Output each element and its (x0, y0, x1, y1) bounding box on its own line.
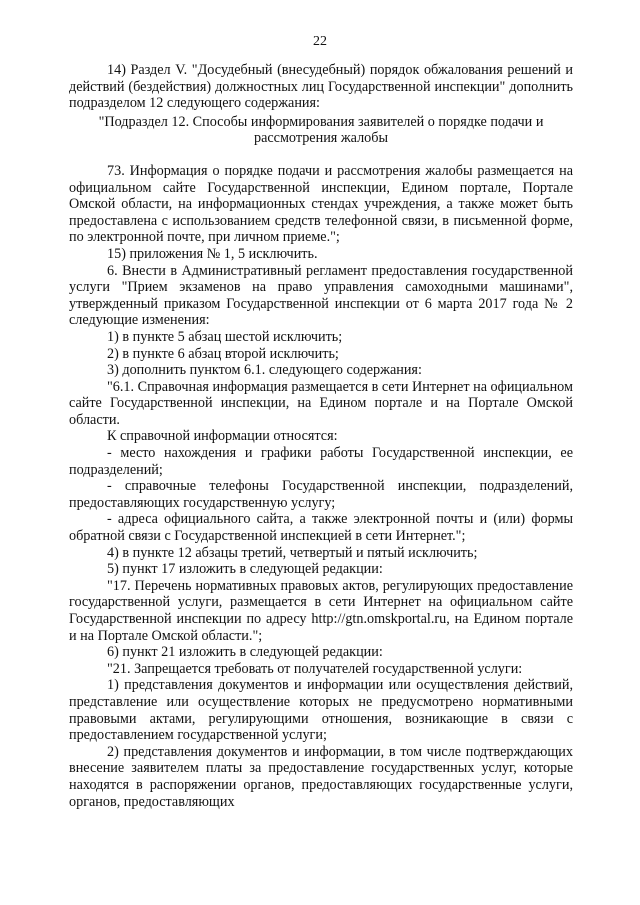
page-number: 22 (313, 34, 327, 49)
document-body (69, 62, 573, 810)
subsection-12-heading: "Подраздел 12. Способы информирования заявителей о порядке подачи и рассмотрения жалобы (98, 113, 544, 147)
clause-21-item-1: 1) представления документов и информации или осуществления действий, представление или осуществление которых не предусмотрено нормативными правовыми актами, регулирующими отношения, возникающие в связи с предоставлением государственной услуги; (69, 677, 573, 744)
clause-21-item-2: 2) представления документов и информации, в том числе подтверждающих внесение заявителем платы за предоставление государственных услуг, которые находятся в распоряжении органов, предоставляющих государственные услуги, органов, предоставляющих (69, 743, 573, 810)
reference-info-item-addresses: - адреса официального сайта, а также электронной почты и (или) формы обратной связи с Государственной инспекцией в сети Интернет."; (69, 511, 573, 545)
subitem-3-paragraph: 3) дополнить пунктом 6.1. следующего содержания: (107, 362, 422, 379)
item-6-paragraph: 6. Внести в Административный регламент предоставления государственной услуги "Прием экзаменов на право управления самоходными машинами", утвержденный приказом Государственной инспекции от 6 марта 2017 года № 2 следующие изменения: (69, 262, 573, 329)
subitem-4-paragraph: 4) в пункте 12 абзацы третий, четвертый и пятый исключить; (107, 544, 478, 561)
clause-21-paragraph: "21. Запрещается требовать от получателей государственной услуги: (107, 660, 523, 677)
reference-info-item-phones: - справочные телефоны Государственной инспекции, подразделений, предоставляющих государственную услугу; (69, 478, 573, 511)
subitem-1-paragraph: 1) в пункте 5 абзац шестой исключить; (107, 328, 343, 345)
subitem-6-paragraph: 6) пункт 21 изложить в следующей редакции: (107, 644, 383, 661)
subitem-2-paragraph: 2) в пункте 6 абзац второй исключить; (107, 345, 339, 362)
clause-73-paragraph: 73. Информация о порядке подачи и рассмотрения жалобы размещается на официальном сайте Государственной инспекции, Едином портале, Портале Омской области, на информационных стендах учреждения, а также может быть предоставлена с использованием средств телефонной связи, в письменной форме, по электронной почте, при личном приеме."; (69, 162, 573, 246)
item-15-paragraph: 15) приложения № 1, 5 исключить. (107, 245, 318, 262)
reference-info-item-location: - место нахождения и графики работы Государственной инспекции, ее подразделений; (69, 445, 573, 478)
subitem-5-paragraph: 5) пункт 17 изложить в следующей редакции: (107, 561, 383, 578)
clause-6-1-paragraph: "6.1. Справочная информация размещается в сети Интернет на официальном сайте Государственной инспекции, на Едином портале и на Портале Омской области. (69, 378, 573, 428)
reference-info-intro: К справочной информации относятся: (107, 428, 338, 445)
clause-17-paragraph: "17. Перечень нормативных правовых актов, регулирующих предоставление государственной услуги, размещается в сети Интернет на официальном сайте Государственной инспекции по адресу http://gtn.omskportal.ru, на Едином портале и на Портале Омской области."; (69, 577, 573, 644)
item-14-paragraph: 14) Раздел V. "Досудебный (внесудебный) порядок обжалования решений и действий (бездействия) должностных лиц Государственной инспекции" дополнить подразделом 12 следующего содержания: (69, 62, 573, 112)
